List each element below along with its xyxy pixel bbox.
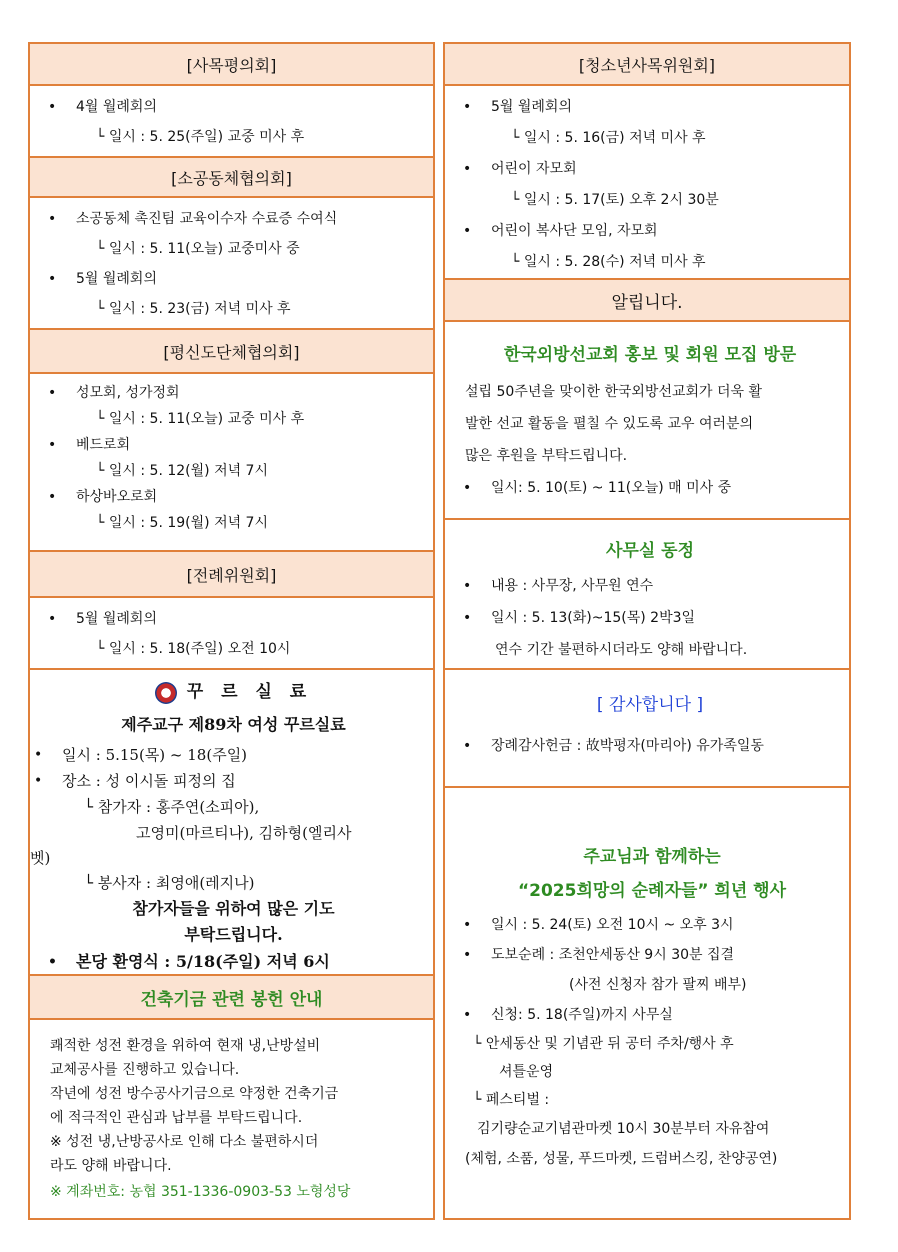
festival-line: 김기량순교기념관마켓 10시 30분부터 자유참여: [477, 1121, 770, 1137]
list-item: • 일시: 5. 10(토) ~ 11(오늘) 매 미사 중: [459, 472, 835, 504]
youth-section: [445, 86, 849, 280]
list-sub: └ 일시 : 5. 12(월) 저녁 7시: [96, 463, 268, 479]
prayer-line: 참가자들을 위하여 많은 기도: [132, 899, 335, 918]
prayer-line: 부탁드립니다.: [184, 925, 283, 944]
notice-header: 알립니다.: [445, 280, 849, 322]
youth-header: [청소년사목위원회]: [445, 44, 849, 86]
welcome-line: • 본당 환영식 : 5/18(주일) 저녁 6시: [44, 948, 423, 976]
building-line: 작년에 성전 방수공사기금으로 약정한 건축기금: [50, 1086, 339, 1102]
building-line: 교체공사를 진행하고 있습니다.: [50, 1062, 240, 1078]
right-column: [443, 42, 851, 1220]
festival-line: └ 페스티벌 :: [473, 1092, 550, 1108]
list-item: • 일시 : 5. 24(토) 오전 10시 ~ 오후 3시: [459, 910, 839, 940]
list-item: • 소공동체 촉진팀 교육이수자 수료증 수여식: [44, 204, 423, 234]
jubilee-section: [445, 788, 849, 1218]
list-item: • 베드로회: [44, 432, 423, 458]
list-sub: └ 일시 : 5. 23(금) 저녁 미사 후: [96, 301, 291, 317]
cursillo-subtitle: 제주교구 제89차 여성 꾸르실료: [121, 715, 346, 734]
office-note: 연수 기간 불편하시더라도 양해 바랍니다.: [495, 642, 748, 658]
list-item: • 5월 월례회의: [44, 264, 423, 294]
list-sub: └ 일시 : 5. 17(토) 오후 2시 30분: [511, 192, 719, 208]
cursillo-title: 꾸 르 실 료: [44, 676, 423, 708]
mission-line: 많은 후원을 부탁드립니다.: [465, 448, 628, 464]
jeollye-header: [전례위원회]: [30, 552, 433, 598]
sogong-section: [30, 198, 433, 330]
list-sub: └ 일시 : 5. 28(수) 저녁 미사 후: [511, 254, 706, 270]
shuttle-line: └ 안세동산 및 기념관 뒤 공터 주차/행사 후: [473, 1036, 734, 1052]
list-item: • 신청: 5. 18(주일)까지 사무실: [459, 1000, 839, 1030]
mission-line: 설립 50주년을 맞이한 한국외방선교회가 더욱 활: [465, 384, 763, 400]
building-line: ※ 성전 냉,난방공사로 인해 다소 불편하시더: [50, 1134, 319, 1150]
list-sub: └ 일시 : 5. 18(주일) 오전 10시: [96, 641, 291, 657]
list-item: • 5월 월례회의: [44, 604, 423, 634]
account-number: ※ 계좌번호: 농협 351-1336-0903-53 노형성당: [50, 1184, 351, 1200]
office-title: 사무실 동정: [605, 541, 695, 561]
shuttle-line: 셔틀운영: [499, 1064, 554, 1080]
building-fund-section: [30, 1020, 433, 1220]
pyeongsin-header: [평신도단체협의회]: [30, 330, 433, 374]
list-item: • 성모회, 성가정회: [44, 380, 423, 406]
mission-section: [445, 322, 849, 520]
jeollye-section: [30, 598, 433, 670]
list-item: • 5월 월례회의: [459, 92, 839, 123]
jubilee-title: 주교님과 함께하는: [583, 847, 721, 867]
jubilee-title: “2025희망의 순례자들” 희년 행사: [517, 881, 787, 901]
list-item: • 어린이 자모회: [459, 154, 839, 185]
office-section: [445, 520, 849, 670]
list-item: • 일시 : 5. 13(화)~15(목) 2박3일: [459, 602, 835, 634]
list-item: • 도보순례 : 조천안세동산 9시 30분 집결: [459, 940, 839, 970]
list-sub: └ 일시 : 5. 25(주일) 교중 미사 후: [96, 129, 305, 145]
samok-header: [사목평의회]: [30, 44, 433, 86]
volunteer-line: └ 봉사자 : 최영애(레지나): [84, 874, 255, 892]
participants-line: 고영미(마르티나), 김하형(엘리사: [136, 824, 352, 842]
sogong-header: [소공동체협의회]: [30, 158, 433, 198]
cursillo-section: [30, 670, 433, 976]
mission-title: 한국외방선교회 홍보 및 회원 모집 방문: [503, 345, 797, 365]
samok-section: [30, 86, 433, 158]
thanks-section: [445, 670, 849, 788]
list-sub: └ 일시 : 5. 11(오늘) 교중 미사 후: [96, 411, 305, 427]
list-sub: └ 일시 : 5. 16(금) 저녁 미사 후: [511, 130, 706, 146]
building-line: 라도 양해 바랍니다.: [50, 1158, 172, 1174]
list-item: • 4월 월례회의: [44, 92, 423, 122]
participants-line: └ 참가자 : 홍주연(소피아),: [84, 798, 260, 816]
cursillo-emblem-icon: [155, 682, 177, 704]
list-sub: └ 일시 : 5. 19(월) 저녁 7시: [96, 515, 268, 531]
building-fund-header: 건축기금 관련 봉헌 안내: [30, 976, 433, 1020]
participants-line: 벳): [30, 849, 51, 867]
list-item: • 장소 : 성 이시돌 피정의 집: [30, 768, 423, 794]
walk-note: (사전 신청자 참가 팔찌 배부): [569, 977, 747, 993]
list-item: • 일시 : 5.15(목) ~ 18(주일): [30, 742, 423, 768]
mission-line: 발한 선교 활동을 펼칠 수 있도록 교우 여러분의: [465, 416, 754, 432]
thanks-title: [ 감사합니다 ]: [596, 695, 704, 715]
building-line: 에 적극적인 관심과 납부를 부탁드립니다.: [50, 1110, 303, 1126]
left-column: [28, 42, 435, 1220]
festival-line: (체험, 소품, 성물, 푸드마켓, 드럼버스킹, 찬양공연): [465, 1151, 778, 1167]
list-item: • 어린이 복사단 모임, 자모회: [459, 216, 839, 247]
list-sub: └ 일시 : 5. 11(오늘) 교중미사 중: [96, 241, 300, 257]
list-item: • 장례감사헌금 : 故박평자(마리아) 유가족일동: [459, 730, 835, 762]
list-item: • 내용 : 사무장, 사무원 연수: [459, 570, 835, 602]
list-item: • 하상바오로회: [44, 484, 423, 510]
pyeongsin-section: [30, 374, 433, 552]
building-line: 쾌적한 성전 환경을 위하여 현재 냉,난방설비: [50, 1038, 321, 1054]
